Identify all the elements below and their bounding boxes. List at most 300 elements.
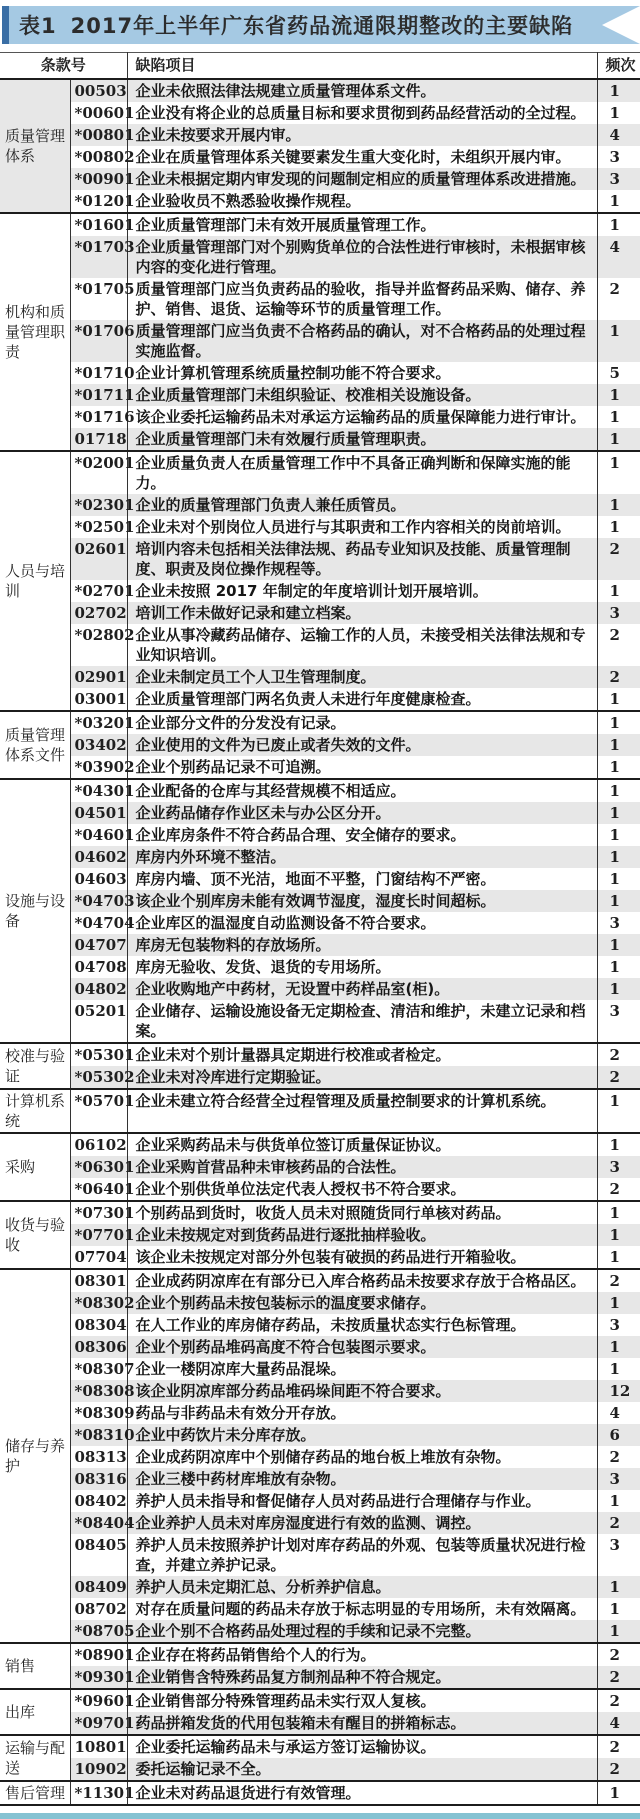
table-row (0, 494, 640, 516)
frequency-cell: 2 (597, 1689, 640, 1712)
defect-text-cell: 企业在质量管理体系关键要素发生重大变化时，未组织开展内审。 (127, 146, 597, 168)
clause-code-cell: *01201 (70, 190, 127, 213)
clause-code-cell: 03001 (70, 688, 127, 711)
table-row (0, 688, 640, 711)
defect-text-cell: 企业未对个别岗位人员进行与其职责和工作内容相关的岗前培训。 (127, 516, 597, 538)
clause-code-cell: 08306 (70, 1336, 127, 1358)
table-row (0, 824, 640, 846)
defect-text-cell: 企业质量负责人在质量管理工作中不具备正确判断和保障实施的能力。 (127, 451, 597, 494)
table-row (0, 1468, 640, 1490)
table-row (0, 168, 640, 190)
table-row (0, 146, 640, 168)
table-row (0, 1402, 640, 1424)
clause-code-cell: *09701 (70, 1712, 127, 1735)
clause-code-cell: 04708 (70, 956, 127, 978)
frequency-cell: 1 (609, 1600, 620, 1618)
frequency-cell: 12 (609, 1382, 631, 1400)
table-row (0, 734, 640, 756)
frequency-cell: 1 (609, 1360, 620, 1378)
table-row (0, 362, 640, 384)
clause-code-cell: 08304 (70, 1314, 127, 1336)
table-row (0, 1269, 640, 1292)
clause-code-cell: 08313 (70, 1446, 127, 1468)
clause-code-cell: 10801 (70, 1735, 127, 1758)
defect-text-cell: 企业的质量管理部门负责人兼任质管员。 (127, 494, 597, 516)
defect-text-cell: 企业养护人员未对库房湿度进行有效的监测、调控。 (127, 1512, 597, 1534)
table-row (0, 1576, 640, 1598)
table-row (0, 538, 640, 580)
frequency-cell: 4 (609, 238, 620, 256)
frequency-cell: 3 (609, 1002, 620, 1020)
table-title-text: 2017年上半年广东省药品流通限期整改的主要缺陷 (70, 14, 574, 38)
defect-text-cell: 企业没有将企业的总质量目标和要求贯彻到药品经营活动的全过程。 (127, 102, 597, 124)
frequency-cell: 1 (609, 192, 620, 210)
defect-text-cell: 企业个别供货单位法定代表人授权书不符合要求。 (127, 1178, 597, 1201)
defect-text-cell: 药品与非药品未有效分开存放。 (127, 1402, 597, 1424)
table-row (0, 711, 640, 734)
defect-text-cell: 企业采购药品未与供货单位签订质量保证协议。 (127, 1133, 597, 1156)
defect-text-cell: 该企业未按规定对部分外包装有破损的药品进行开箱验收。 (127, 1246, 597, 1269)
defect-text-cell: 企业收购地产中药材，无设置中药样品室(柜)。 (127, 978, 597, 1000)
frequency-cell: 4 (609, 1714, 620, 1732)
defects-table (0, 52, 640, 1806)
clause-code-cell: *01716 (70, 406, 127, 428)
clause-code-cell: 04802 (70, 978, 127, 1000)
table-row (0, 1178, 640, 1201)
table-row (0, 1490, 640, 1512)
frequency-cell: 1 (609, 690, 620, 708)
clause-code-cell: 08316 (70, 1468, 127, 1490)
clause-code-cell: *08302 (70, 1292, 127, 1314)
clause-code-cell: 06102 (70, 1133, 127, 1156)
frequency-cell: 2 (597, 1735, 640, 1758)
defect-text-cell: 企业个别不合格药品处理过程的手续和记录不完整。 (127, 1620, 597, 1643)
frequency-cell: 1 (609, 1578, 620, 1596)
clause-code-cell: 08409 (70, 1576, 127, 1598)
defect-text-cell: 养护人员未按照养护计划对库存药品的外观、包装等质量状况进行检查，并建立养护记录。 (127, 1534, 597, 1576)
clause-code-cell: *05302 (70, 1066, 127, 1089)
clause-code-cell: *06301 (70, 1156, 127, 1178)
clause-code-cell: *08705 (70, 1620, 127, 1643)
category-cell: 人员与培训 (0, 451, 70, 711)
clause-code-cell: *07701 (70, 1224, 127, 1246)
clause-code-cell: 08402 (70, 1490, 127, 1512)
frequency-cell: 1 (609, 430, 620, 448)
clause-code-cell: *03201 (70, 711, 127, 734)
defect-text-cell: 企业计算机管理系统质量控制功能不符合要求。 (127, 362, 597, 384)
table-row (0, 1712, 640, 1735)
frequency-cell: 1 (609, 892, 620, 910)
frequency-cell: 2 (597, 1643, 640, 1666)
clause-code-cell: *00901 (70, 168, 127, 190)
frequency-cell: 1 (609, 826, 620, 844)
defect-text-cell: 该企业阴凉库部分药品堆码垛间距不符合要求。 (127, 1380, 597, 1402)
table-row (0, 1620, 640, 1643)
clause-code-cell: *06401 (70, 1178, 127, 1201)
clause-code-cell: 04501 (70, 802, 127, 824)
clause-code-cell: *07301 (70, 1201, 127, 1224)
table-row (0, 802, 640, 824)
table-row (0, 320, 640, 362)
defect-text-cell: 药品拼箱发货的代用包装箱未有醒目的拼箱标志。 (127, 1712, 597, 1735)
clause-code-cell: *05701 (70, 1089, 127, 1133)
table-row (0, 1735, 640, 1758)
defect-text-cell: 企业未对药品退货进行有效管理。 (127, 1781, 597, 1805)
defect-text-cell: 养护人员未指导和督促储存人员对药品进行合理储存与作业。 (127, 1490, 597, 1512)
frequency-cell: 1 (609, 736, 620, 754)
clause-code-cell: 05201 (70, 1000, 127, 1043)
defect-text-cell: 企业销售含特殊药品复方制剂品种不符合规定。 (127, 1666, 597, 1689)
table-row (0, 1424, 640, 1446)
clause-code-cell: *08310 (70, 1424, 127, 1446)
table-row (0, 756, 640, 779)
frequency-cell: 5 (609, 364, 620, 382)
clause-code-cell: 04603 (70, 868, 127, 890)
table-header (0, 53, 640, 80)
defect-text-cell: 该企业个别库房未能有效调节湿度，湿度长时间超标。 (127, 890, 597, 912)
defect-text-cell: 企业个别药品记录不可追溯。 (127, 756, 597, 779)
frequency-cell: 2 (609, 1448, 620, 1466)
frequency-cell: 4 (609, 1404, 620, 1422)
defect-text-cell: 企业未对冷库进行定期验证。 (127, 1066, 597, 1089)
clause-code-cell: *02501 (70, 516, 127, 538)
table-row (0, 1292, 640, 1314)
defect-text-cell: 企业使用的文件为已废止或者失效的文件。 (127, 734, 597, 756)
clause-code-cell: *01710 (70, 362, 127, 384)
clause-code-cell: 04602 (70, 846, 127, 868)
table-row (0, 1156, 640, 1178)
defect-text-cell: 库房无包装物料的存放场所。 (127, 934, 597, 956)
category-cell: 储存与养护 (0, 1269, 70, 1643)
column-header-defect: 缺陷项目 (127, 53, 597, 80)
table-row (0, 406, 640, 428)
defects-table-body (0, 79, 640, 1805)
frequency-cell: 1 (609, 496, 620, 514)
category-cell: 收货与验收 (0, 1201, 70, 1269)
table-row (0, 1689, 640, 1712)
category-cell: 运输与配送 (0, 1735, 70, 1781)
column-header-frequency: 频次 (605, 56, 636, 74)
defect-text-cell: 质量管理部门应当负责不合格药品的确认，对不合格药品的处理过程实施监督。 (127, 320, 597, 362)
clause-code-cell: *01703 (70, 236, 127, 278)
table-title-banner (2, 6, 640, 44)
table-row (0, 1043, 640, 1066)
category-cell: 质量管理体系 (0, 79, 70, 213)
frequency-cell: 1 (609, 758, 620, 776)
clause-code-cell: 07704 (70, 1246, 127, 1269)
table-row (0, 1666, 640, 1689)
defect-text-cell: 企业委托运输药品未与承运方签订运输协议。 (127, 1735, 597, 1758)
frequency-cell: 1 (609, 582, 620, 600)
table-row (0, 278, 640, 320)
frequency-cell: 1 (609, 1226, 620, 1244)
defect-text-cell: 培训工作未做好记录和建立档案。 (127, 602, 597, 624)
category-cell: 质量管理体系文件 (0, 711, 70, 779)
clause-code-cell: 02601 (70, 538, 127, 580)
table-row (0, 1380, 640, 1402)
clause-code-cell: 01718 (70, 428, 127, 451)
clause-code-cell: *03902 (70, 756, 127, 779)
defect-text-cell: 企业部分文件的分发没有记录。 (127, 711, 597, 734)
frequency-cell: 1 (609, 936, 620, 954)
defect-text-cell: 企业一楼阴凉库大量药品混垛。 (127, 1358, 597, 1380)
page-title (19, 10, 573, 40)
table-row (0, 890, 640, 912)
frequency-cell: 1 (609, 518, 620, 536)
table-row (0, 451, 640, 494)
defect-text-cell: 企业采购首营品种未审核药品的合法性。 (127, 1156, 597, 1178)
column-header-clause: 条款号 (0, 53, 127, 80)
defect-text-cell: 企业中药饮片未分库存放。 (127, 1424, 597, 1446)
clause-code-cell: *00601 (70, 102, 127, 124)
table-row (0, 912, 640, 934)
clause-code-cell: *02001 (70, 451, 127, 494)
table-row (0, 1781, 640, 1805)
defect-text-cell: 企业未按照 2017 年制定的年度培训计划开展培训。 (127, 580, 597, 602)
table-row (0, 102, 640, 124)
frequency-cell: 6 (609, 1426, 620, 1444)
clause-code-cell: 02901 (70, 666, 127, 688)
table-row (0, 779, 640, 802)
frequency-cell: 2 (609, 1514, 620, 1532)
clause-code-cell: *04704 (70, 912, 127, 934)
frequency-cell: 1 (609, 322, 620, 340)
clause-code-cell: *01705 (70, 278, 127, 320)
defect-text-cell: 企业质量管理部门两名负责人未进行年度健康检查。 (127, 688, 597, 711)
table-row (0, 846, 640, 868)
table-row (0, 384, 640, 406)
table-row (0, 1446, 640, 1468)
frequency-cell: 1 (609, 1492, 620, 1510)
defect-text-cell: 企业存在将药品销售给个人的行为。 (127, 1643, 597, 1666)
frequency-cell: 1 (597, 1089, 640, 1133)
table-row (0, 1336, 640, 1358)
page (0, 6, 640, 1819)
frequency-cell: 1 (609, 104, 620, 122)
table-row (0, 666, 640, 688)
frequency-cell: 2 (609, 668, 620, 686)
table-row (0, 934, 640, 956)
table-row (0, 624, 640, 666)
frequency-cell: 1 (609, 1294, 620, 1312)
table-row (0, 1512, 640, 1534)
frequency-cell: 3 (609, 1316, 620, 1334)
table-row (0, 1358, 640, 1380)
frequency-cell: 1 (597, 1201, 640, 1224)
table-row (0, 580, 640, 602)
frequency-cell: 3 (609, 1470, 620, 1488)
clause-code-cell: 03402 (70, 734, 127, 756)
frequency-cell: 1 (609, 386, 620, 404)
clause-code-cell: *08309 (70, 1402, 127, 1424)
category-cell: 机构和质量管理职责 (0, 213, 70, 451)
clause-code-cell: *08404 (70, 1512, 127, 1534)
defect-text-cell: 企业未对个别计量器具定期进行校准或者检定。 (127, 1043, 597, 1066)
table-row (0, 1643, 640, 1666)
defect-text-cell: 企业未按规定对到货药品进行逐批抽样验收。 (127, 1224, 597, 1246)
clause-code-cell: 04707 (70, 934, 127, 956)
defect-text-cell: 企业未按要求开展内审。 (127, 124, 597, 146)
clause-code-cell: *01706 (70, 320, 127, 362)
clause-code-cell: 02702 (70, 602, 127, 624)
frequency-cell: 1 (609, 1622, 620, 1640)
table-row (0, 1534, 640, 1576)
clause-code-cell: 08405 (70, 1534, 127, 1576)
defect-text-cell: 企业从事冷藏药品储存、运输工作的人员，未接受相关法律法规和专业知识培训。 (127, 624, 597, 666)
table-row (0, 79, 640, 102)
frequency-cell: 3 (609, 170, 620, 188)
frequency-cell: 1 (609, 980, 620, 998)
frequency-cell: 2 (609, 1068, 620, 1086)
clause-code-cell: *05301 (70, 1043, 127, 1066)
frequency-cell: 1 (597, 779, 640, 802)
defect-text-cell: 个别药品到货时，收货人员未对照随货同行单核对药品。 (127, 1201, 597, 1224)
category-cell: 销售 (0, 1643, 70, 1689)
table-row (0, 1224, 640, 1246)
clause-code-cell: *04301 (70, 779, 127, 802)
frequency-cell: 1 (609, 1248, 620, 1266)
frequency-cell: 2 (609, 1668, 620, 1686)
defect-text-cell: 企业库区的温湿度自动监测设备不符合要求。 (127, 912, 597, 934)
category-cell: 采购 (0, 1133, 70, 1201)
frequency-cell: 1 (597, 451, 640, 494)
table-row (0, 190, 640, 213)
defect-text-cell: 在人工作业的库房储存药品，未按质量状态实行色标管理。 (127, 1314, 597, 1336)
frequency-cell: 1 (597, 1781, 640, 1805)
table-row (0, 1598, 640, 1620)
clause-code-cell: *09301 (70, 1666, 127, 1689)
table-row (0, 1758, 640, 1781)
frequency-cell: 3 (609, 148, 620, 166)
table-row (0, 1314, 640, 1336)
header-row (0, 53, 640, 80)
defect-text-cell: 企业质量管理部门未有效开展质量管理工作。 (127, 213, 597, 236)
defect-text-cell: 该企业委托运输药品未对承运方运输药品的质量保障能力进行审计。 (127, 406, 597, 428)
category-cell: 售后管理 (0, 1781, 70, 1805)
frequency-cell: 1 (597, 213, 640, 236)
frequency-cell: 1 (609, 408, 620, 426)
frequency-cell: 3 (609, 1158, 620, 1176)
defect-text-cell: 企业未制定员工个人卫生管理制度。 (127, 666, 597, 688)
clause-code-cell: *01601 (70, 213, 127, 236)
defect-text-cell: 质量管理部门应当负责药品的验收，指导并监督药品采购、储存、养护、销售、退货、运输等环节的质量管理工作。 (127, 278, 597, 320)
defect-text-cell: 企业库房条件不符合药品合理、安全储存的要求。 (127, 824, 597, 846)
category-cell: 设施与设备 (0, 779, 70, 1043)
defect-text-cell: 企业未依照法律法规建立质量管理体系文件。 (127, 79, 597, 102)
frequency-cell: 1 (597, 1133, 640, 1156)
clause-code-cell: *04601 (70, 824, 127, 846)
category-cell: 计算机系统 (0, 1089, 70, 1133)
defect-text-cell: 企业成药阴凉库在有部分已入库合格药品未按要求存放于合格品区。 (127, 1269, 597, 1292)
defect-text-cell: 企业三楼中药材库堆放有杂物。 (127, 1468, 597, 1490)
clause-code-cell: 08702 (70, 1598, 127, 1620)
table-row (0, 213, 640, 236)
clause-code-cell: *09601 (70, 1689, 127, 1712)
defect-text-cell: 培训内容未包括相关法律法规、药品专业知识及技能、质量管理制度、职责及岗位操作规程等。 (127, 538, 597, 580)
banner-left-strip (2, 6, 9, 44)
defect-text-cell: 库房无验收、发货、退货的专用场所。 (127, 956, 597, 978)
clause-code-cell: *00802 (70, 146, 127, 168)
defect-text-cell: 对存在质量问题的药品未存放于标志明显的专用场所，未有效隔离。 (127, 1598, 597, 1620)
frequency-cell: 1 (609, 958, 620, 976)
banner-body (9, 6, 640, 44)
defect-text-cell: 企业质量管理部门未有效履行质量管理职责。 (127, 428, 597, 451)
frequency-cell: 1 (609, 804, 620, 822)
frequency-cell: 2 (597, 1043, 640, 1066)
defect-text-cell: 企业质量管理部门对个别购货单位的合法性进行审核时，未根据审核内容的变化进行管理。 (127, 236, 597, 278)
frequency-cell: 2 (609, 540, 620, 558)
frequency-cell: 2 (609, 280, 620, 298)
clause-code-cell: *01711 (70, 384, 127, 406)
table-row (0, 602, 640, 624)
table-row (0, 1201, 640, 1224)
defect-text-cell: 库房内外环境不整洁。 (127, 846, 597, 868)
clause-code-cell: *00801 (70, 124, 127, 146)
table-row (0, 516, 640, 538)
clause-code-cell: 00503 (70, 79, 127, 102)
table-row (0, 1246, 640, 1269)
defect-text-cell: 企业销售部分特殊管理药品未实行双人复核。 (127, 1689, 597, 1712)
defect-text-cell: 企业个别药品未按包装标示的温度要求储存。 (127, 1292, 597, 1314)
table-number-label: 表1 (19, 14, 57, 38)
table-row (0, 1066, 640, 1089)
frequency-cell: 2 (609, 1760, 620, 1778)
frequency-cell: 1 (609, 82, 620, 100)
table-row (0, 956, 640, 978)
clause-code-cell: 08301 (70, 1269, 127, 1292)
bottom-accent-bar (0, 1813, 640, 1819)
clause-code-cell: *08307 (70, 1358, 127, 1380)
frequency-cell: 4 (609, 126, 620, 144)
defect-text-cell: 企业未根据定期内审发现的问题制定相应的质量管理体系改进措施。 (127, 168, 597, 190)
category-cell: 校准与验证 (0, 1043, 70, 1089)
frequency-cell: 1 (609, 1338, 620, 1356)
frequency-cell: 2 (609, 1180, 620, 1198)
defect-text-cell: 企业质量管理部门未组织验证、校准相关设施设备。 (127, 384, 597, 406)
frequency-cell: 2 (597, 1269, 640, 1292)
clause-code-cell: *11301 (70, 1781, 127, 1805)
frequency-cell: 3 (609, 1536, 620, 1554)
table-row (0, 428, 640, 451)
frequency-cell: 3 (609, 604, 620, 622)
defect-text-cell: 企业未建立符合经营全过程管理及质量控制要求的计算机系统。 (127, 1089, 597, 1133)
frequency-cell: 1 (597, 711, 640, 734)
clause-code-cell: *02802 (70, 624, 127, 666)
clause-code-cell: *08308 (70, 1380, 127, 1402)
frequency-cell: 1 (609, 848, 620, 866)
defect-text-cell: 企业成药阴凉库中个别储存药品的地台板上堆放有杂物。 (127, 1446, 597, 1468)
clause-code-cell: *08901 (70, 1643, 127, 1666)
defect-text-cell: 企业药品储存作业区未与办公区分开。 (127, 802, 597, 824)
table-row (0, 124, 640, 146)
frequency-cell: 2 (609, 626, 620, 644)
banner-ribbon-notch-icon (602, 6, 640, 44)
defect-text-cell: 企业个别药品堆码高度不符合包装图示要求。 (127, 1336, 597, 1358)
clause-code-cell: *04703 (70, 890, 127, 912)
defect-text-cell: 企业配备的仓库与其经营规模不相适应。 (127, 779, 597, 802)
table-row (0, 868, 640, 890)
frequency-cell: 3 (609, 914, 620, 932)
defect-text-cell: 库房内墙、顶不光洁，地面不平整，门窗结构不严密。 (127, 868, 597, 890)
clause-code-cell: *02701 (70, 580, 127, 602)
clause-code-cell: *02301 (70, 494, 127, 516)
defect-text-cell: 企业验收员不熟悉验收操作规程。 (127, 190, 597, 213)
table-row (0, 1000, 640, 1043)
table-row (0, 978, 640, 1000)
defect-text-cell: 企业储存、运输设施设备无定期检查、清洁和维护，未建立记录和档案。 (127, 1000, 597, 1043)
table-row (0, 1089, 640, 1133)
clause-code-cell: 10902 (70, 1758, 127, 1781)
